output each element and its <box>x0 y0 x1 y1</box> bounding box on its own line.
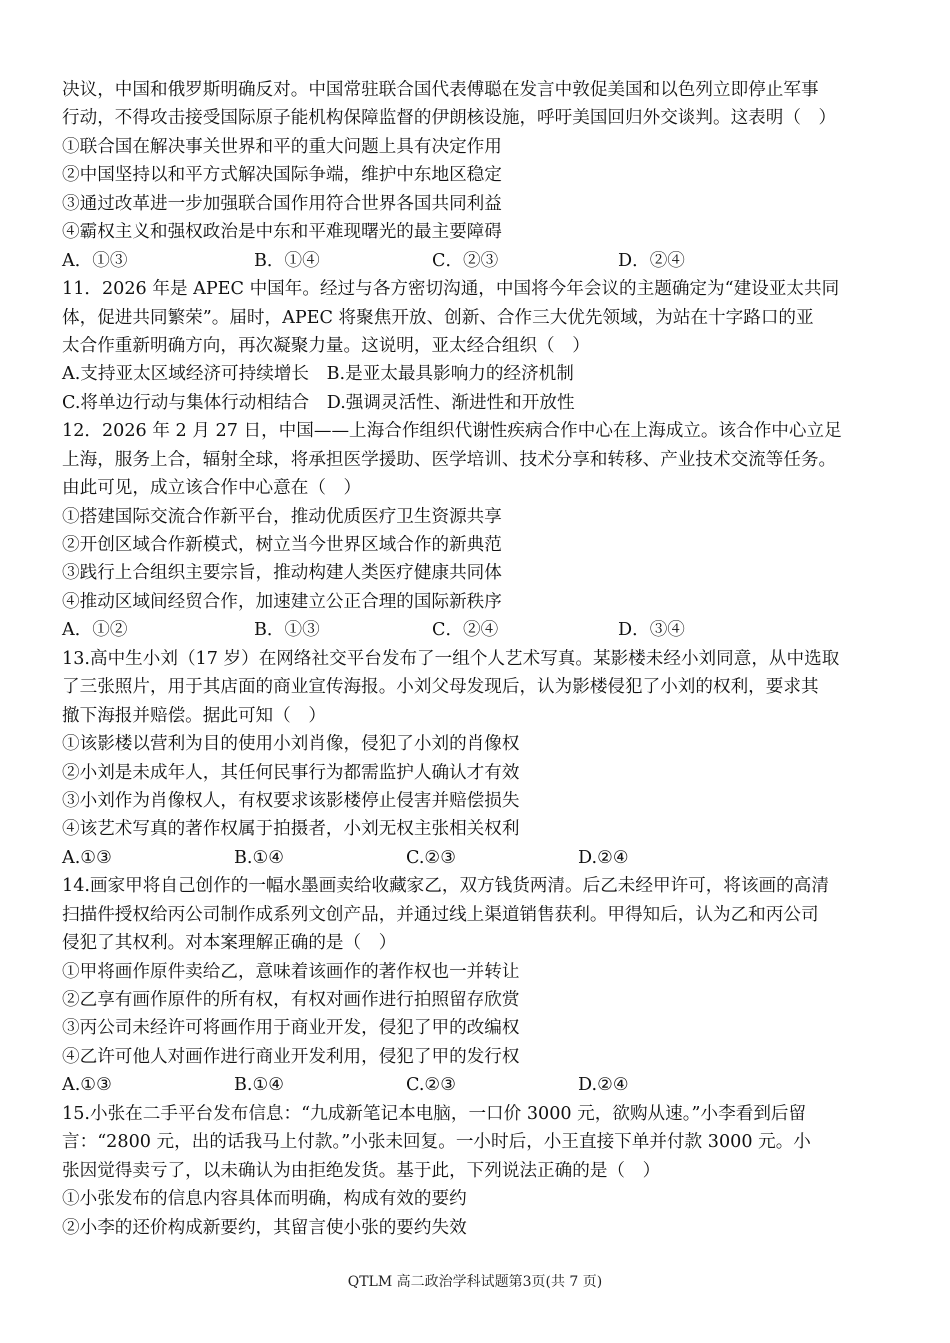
answer-options <box>62 247 892 275</box>
question-stem-line: 张因觉得卖亏了，以未确认为由拒绝发货。基于此，下列说法正确的是（ ） <box>62 1160 661 1181</box>
statement-item: ①搭建国际交流合作新平台，推动优质医疗卫生资源共享 <box>62 506 502 527</box>
question-11 <box>62 275 892 417</box>
question-10 <box>62 76 892 275</box>
question-stem-line: 侵犯了其权利。对本案理解正确的是（ ） <box>62 933 397 954</box>
statement-item: ④霸权主义和强权政治是中东和平难现曙光的最主要障碍 <box>62 222 502 243</box>
option-b: B．①④ <box>254 250 320 271</box>
statement-item: ②中国坚持以和平方式解决国际争端，维护中东地区稳定 <box>62 165 502 186</box>
option-d: D.②④ <box>578 1075 629 1096</box>
statement-item: ③小刘作为肖像权人，有权要求该影楼停止侵害并赔偿损失 <box>62 790 520 811</box>
option-d: D．③④ <box>618 620 685 641</box>
question-12 <box>62 417 892 645</box>
question-stem-line: 决议，中国和俄罗斯明确反对。中国常驻联合国代表傅聪在发言中敦促美国和以色列立即停止军事 <box>62 80 819 100</box>
option-d: D．②④ <box>618 250 685 271</box>
page-footer: QTLM 高二政治学科试题第3页(共 7 页) <box>347 1274 603 1290</box>
option-a: A.①③ <box>62 847 112 868</box>
statement-item: ①联合国在解决事关世界和平的重大问题上具有决定作用 <box>62 136 502 157</box>
question-stem-line: 行动，不得攻击接受国际原子能机构保障监督的伊朗核设施，呼吁美国回归外交谈判。这表明（ ） <box>62 108 837 129</box>
option-d: D.②④ <box>578 847 629 868</box>
question-stem-line: 扫描件授权给丙公司制作成系列文创产品，并通过线上渠道销售获利。甲得知后，认为乙和丙公司 <box>62 904 819 925</box>
question-stem-line: 上海，服务上合，辐射全球，将承担医学援助、医学培训、技术分享和转移、产业技术交流等任务。 <box>62 449 837 470</box>
question-stem-line: 11．2026 年是 APEC 中国年。经过与各方密切沟通，中国将今年会议的主题确定为“建设亚太共同 <box>62 279 840 300</box>
answer-options-row: C.将单边行动与集体行动相结合 D.强调灵活性、渐进性和开放性 <box>62 392 575 413</box>
statement-item: ①甲将画作原件卖给乙，意味着该画作的著作权也一并转让 <box>62 961 520 982</box>
question-14 <box>62 872 892 1100</box>
option-b: B．①③ <box>254 620 320 641</box>
option-a: A．①③ <box>62 250 128 271</box>
question-stem-line: 12．2026 年 2 月 27 日，中国——上海合作组织代谢性疾病合作中心在上海成立。该合作中心立足 <box>62 421 842 442</box>
answer-options-row: A.支持亚太区域经济可持续增长 B.是亚太最具影响力的经济机制 <box>62 364 574 385</box>
statement-item: ②乙享有画作原件的所有权，有权对画作进行拍照留存欣赏 <box>62 990 520 1010</box>
answer-options <box>62 616 892 644</box>
statement-item: ④乙许可他人对画作进行商业开发利用，侵犯了甲的发行权 <box>62 1046 520 1067</box>
option-c: C.②③ <box>406 1075 456 1096</box>
question-stem-line: 由此可见，成立该合作中心意在（ ） <box>62 478 362 499</box>
option-c: C.②③ <box>406 847 456 868</box>
question-stem-line: 了三张照片，用于其店面的商业宣传海报。小刘父母发现后，认为影楼侵犯了小刘的权利，要求其 <box>62 677 819 698</box>
option-c: C．②③ <box>432 250 499 271</box>
statement-item: ①小张发布的信息内容具体而明确，构成有效的要约 <box>62 1189 467 1210</box>
option-c: C．②④ <box>432 620 499 641</box>
question-stem-line: 14.画家甲将自己创作的一幅水墨画卖给收藏家乙，双方钱货两清。后乙未经甲许可，将该画的高清 <box>62 876 829 897</box>
question-stem-line: 言：“2800 元，出的话我马上付款。”小张未回复。一小时后，小王直接下单并付款 3000 元。小 <box>62 1132 811 1153</box>
statement-item: ②小刘是未成年人，其任何民事行为都需监护人确认才有效 <box>62 762 520 783</box>
exam-page <box>62 76 892 1242</box>
option-a: A．①② <box>62 620 128 641</box>
question-stem-line: 13.高中生小刘（17 岁）在网络社交平台发布了一组个人艺术写真。某影楼未经小刘同意，从中选取 <box>62 648 840 669</box>
statement-item: ①该影楼以营利为目的使用小刘肖像，侵犯了小刘的肖像权 <box>62 734 520 755</box>
statement-item: ④该艺术写真的著作权属于拍摄者，小刘无权主张相关权利 <box>62 819 520 840</box>
statement-item: ④推动区域间经贸合作，加速建立公正合理的国际新秩序 <box>62 591 502 612</box>
question-stem-line: 太合作重新明确方向，再次凝聚力量。这说明，亚太经合组织（ ） <box>62 335 590 356</box>
question-stem-line: 撤下海报并赔偿。据此可知（ ） <box>62 705 326 726</box>
question-15 <box>62 1100 892 1242</box>
statement-item: ②小李的还价构成新要约，其留言使小张的要约失效 <box>62 1217 467 1238</box>
question-stem-line: 15.小张在二手平台发布信息：“九成新笔记本电脑，一口价 3000 元，欲购从速。”小李看到后留 <box>62 1103 807 1124</box>
answer-options <box>62 844 892 872</box>
statement-item: ③丙公司未经许可将画作用于商业开发，侵犯了甲的改编权 <box>62 1018 520 1039</box>
option-b: B.①④ <box>234 1075 285 1096</box>
statement-item: ③践行上合组织主要宗旨，推动构建人类医疗健康共同体 <box>62 563 502 584</box>
statement-item: ③通过改革进一步加强联合国作用符合世界各国共同利益 <box>62 193 502 214</box>
statement-item: ②开创区域合作新模式，树立当今世界区域合作的新典范 <box>62 535 502 555</box>
question-13 <box>62 645 892 873</box>
option-b: B.①④ <box>234 847 285 868</box>
question-stem-line: 体，促进共同繁荣”。届时，APEC 将聚焦开放、创新、合作三大优先领域，为站在十字路口的亚 <box>62 307 814 328</box>
option-a: A.①③ <box>62 1075 112 1096</box>
answer-options <box>62 1071 892 1099</box>
